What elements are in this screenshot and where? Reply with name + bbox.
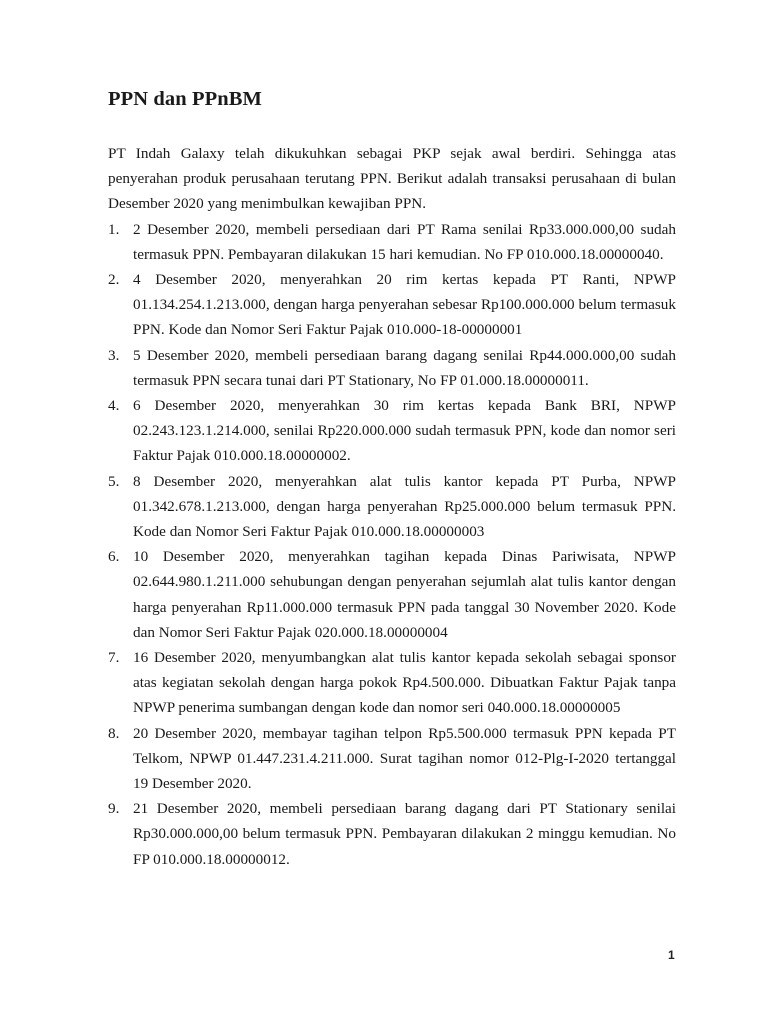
list-item	[108, 217, 676, 267]
list-item	[108, 267, 676, 343]
list-item-text: 21 Desember 2020, membeli persediaan barang dagang dari PT Stationary senilai Rp30.000.000,00 belum termasuk PPN. Pembayaran dilakukan 2 minggu kemudian. No FP 010.000.18.00000012.	[133, 800, 676, 868]
page-number: 1	[668, 948, 675, 962]
list-item-number: 9.	[108, 800, 120, 818]
list-item	[108, 796, 676, 872]
list-item-number: 5.	[108, 472, 120, 490]
list-item-text: 20 Desember 2020, membayar tagihan telpon Rp5.500.000 termasuk PPN kepada PT Telkom, NPWP 01.447.231.4.211.000. Surat tagihan nomor 012-Plg-I-2020 tertanggal 19 Desember 2020.	[133, 724, 676, 793]
list-item-number: 7.	[108, 649, 120, 667]
list-item-number: 3.	[108, 346, 120, 364]
list-item-text: 5 Desember 2020, membeli persediaan barang dagang senilai Rp44.000.000,00 sudah termasuk PPN secara tunai dari PT Stationary, No FP 01.000.18.00000011.	[133, 346, 676, 389]
document-title: PPN dan PPnBM	[108, 88, 262, 110]
list-item-number: 6.	[108, 548, 120, 566]
document-body	[108, 141, 676, 872]
list-item-text: 4 Desember 2020, menyerahkan 20 rim kertas kepada PT Ranti, NPWP 01.134.254.1.213.000, dengan harga penyerahan sebesar Rp100.000.000 belum termasuk PPN. Kode dan Nomor Seri Faktur Pajak 010.000-18-00000001	[133, 271, 676, 339]
list-item-number: 2.	[108, 271, 120, 289]
list-item	[108, 721, 676, 797]
list-item	[108, 469, 676, 545]
list-item-number: 8.	[108, 724, 120, 742]
list-item-number: 1.	[108, 220, 120, 238]
list-item-text: 2 Desember 2020, membeli persediaan dari PT Rama senilai Rp33.000.000,00 sudah termasuk PPN. Pembayaran dilakukan 15 hari kemudian. No FP 010.000.18.00000040.	[133, 220, 676, 263]
list-item-number: 4.	[108, 397, 120, 415]
transaction-list	[108, 217, 676, 872]
intro-paragraph: PT Indah Galaxy telah dikukuhkan sebagai PKP sejak awal berdiri. Sehingga atas penyerahan produk perusahaan terutang PPN. Berikut adalah transaksi perusahaan di bulan Desember 2020 yang menimbulkan kewajiban PPN.	[108, 145, 676, 213]
list-item-text: 8 Desember 2020, menyerahkan alat tulis kantor kepada PT Purba, NPWP 01.342.678.1.213.000, dengan harga penyerahan Rp25.000.000 belum termasuk PPN. Kode dan Nomor Seri Faktur Pajak 010.000.18.00000003	[133, 472, 676, 541]
list-item	[108, 343, 676, 393]
list-item	[108, 544, 676, 645]
list-item	[108, 645, 676, 721]
list-item-text: 10 Desember 2020, menyerahkan tagihan kepada Dinas Pariwisata, NPWP 02.644.980.1.211.000 sehubungan dengan penyerahan sejumlah alat tulis kantor dengan harga penyerahan Rp11.000.000 termasuk PPN pada tanggal 30 November 2020. Kode dan Nomor Seri Faktur Pajak 020.000.18.00000004	[133, 548, 676, 641]
list-item	[108, 393, 676, 469]
list-item-text: 16 Desember 2020, menyumbangkan alat tulis kantor kepada sekolah sebagai sponsor atas kegiatan sekolah dengan harga pokok Rp4.500.000. Dibuatkan Faktur Pajak tanpa NPWP penerima sumbangan dengan kode dan nomor seri 040.000.18.00000005	[133, 649, 676, 717]
list-item-text: 6 Desember 2020, menyerahkan 30 rim kertas kepada Bank BRI, NPWP 02.243.123.1.214.000, senilai Rp220.000.000 sudah termasuk PPN, kode dan nomor seri Faktur Pajak 010.000.18.00000002.	[133, 397, 676, 465]
